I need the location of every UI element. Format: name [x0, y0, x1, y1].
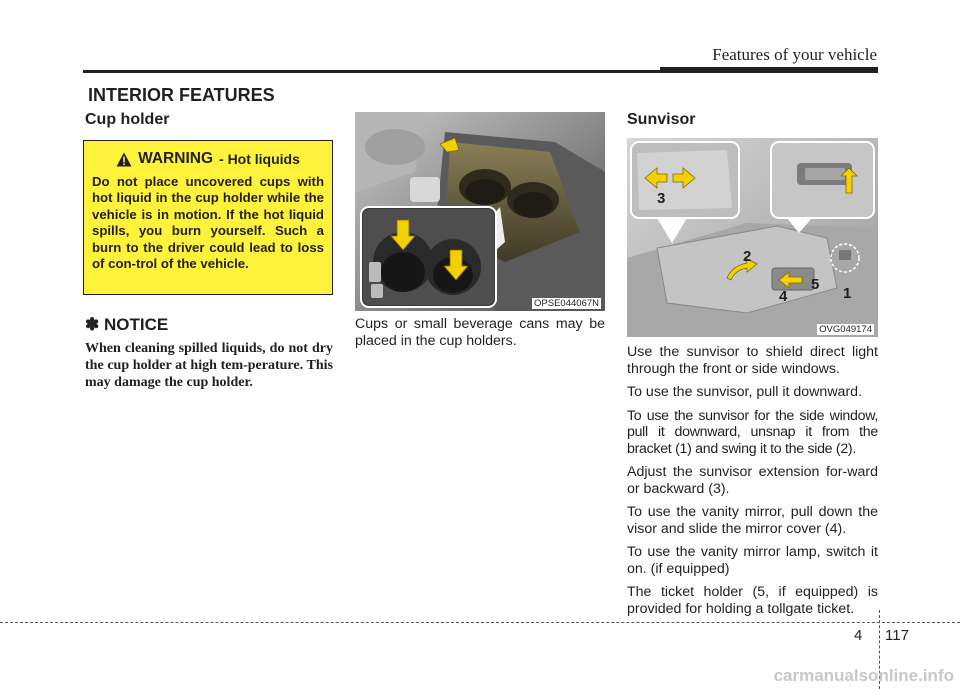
sunvisor-paragraph: Use the sunvisor to shield direct light through the front or side windows. [627, 344, 878, 377]
sunvisor-label-5: 5 [811, 276, 820, 293]
warning-title-suffix: - Hot liquids [219, 151, 300, 167]
cup-holder-paragraph: Cups or small beverage cans may be placed in the cup holders. [355, 316, 605, 349]
sunvisor-figure [627, 138, 878, 337]
cup-holder-text [355, 316, 605, 356]
cup-holder-figure [355, 112, 605, 311]
warning-icon [116, 152, 132, 167]
watermark[interactable]: carmanualsonline.info [773, 666, 954, 685]
cup-holder-illustration [355, 112, 605, 311]
sunvisor-heading: Sunvisor [627, 111, 696, 128]
notice-title: NOTICE [103, 315, 169, 334]
page-number: 117 [885, 627, 909, 644]
sunvisor-paragraph: To use the vanity mirror lamp, switch it on. (if equipped) [627, 544, 878, 577]
chapter-number: 4 [854, 627, 863, 644]
sunvisor-paragraph: To use the sunvisor for the side window, pull it downward, unsnap it from the bracket (1) and swing it to the side (2). [627, 407, 878, 457]
warning-title-row [92, 150, 324, 168]
sunvisor-paragraph: The ticket holder (5, if equipped) is provided for holding a tollgate ticket. [627, 584, 878, 617]
sunvisor-illustration [627, 138, 878, 337]
warning-title: WARNING [138, 150, 214, 167]
warning-text: Do not place uncovered cups with hot liquid in the cup holder while the vehicle is in motion. If the hot liquid spills, you burn yourself. Such a burn to the driver could lead to loss of con-trol of the vehicle. [92, 174, 324, 272]
footer-rule [0, 622, 960, 623]
sunvisor-figure-code: OVG049174 [819, 324, 872, 335]
cup-holder-figure-code: OPSE044067N [534, 298, 599, 309]
sunvisor-label-4: 4 [779, 288, 788, 305]
cup-holder-heading: Cup holder [85, 111, 170, 128]
header-rule-accent [660, 67, 878, 73]
sunvisor-label-3: 3 [657, 190, 666, 207]
section-title: INTERIOR FEATURES [88, 85, 275, 105]
notice-heading [85, 315, 168, 335]
sunvisor-text [627, 344, 878, 624]
sunvisor-label-1: 1 [843, 285, 852, 302]
notice-text: When cleaning spilled liquids, do not dry the cup holder at high tem-perature. This may damage the cup holder. [85, 341, 333, 390]
sunvisor-label-2: 2 [743, 248, 752, 265]
sunvisor-paragraph: Adjust the sunvisor extension for-ward or backward (3). [627, 464, 878, 497]
sunvisor-paragraph: To use the vanity mirror, pull down the visor and slide the mirror cover (4). [627, 504, 878, 537]
header-title: Features of your vehicle [712, 45, 877, 64]
notice-symbol-icon: ✽ [85, 315, 100, 334]
warning-box [83, 140, 333, 295]
sunvisor-paragraph: To use the sunvisor, pull it downward. [627, 384, 863, 400]
